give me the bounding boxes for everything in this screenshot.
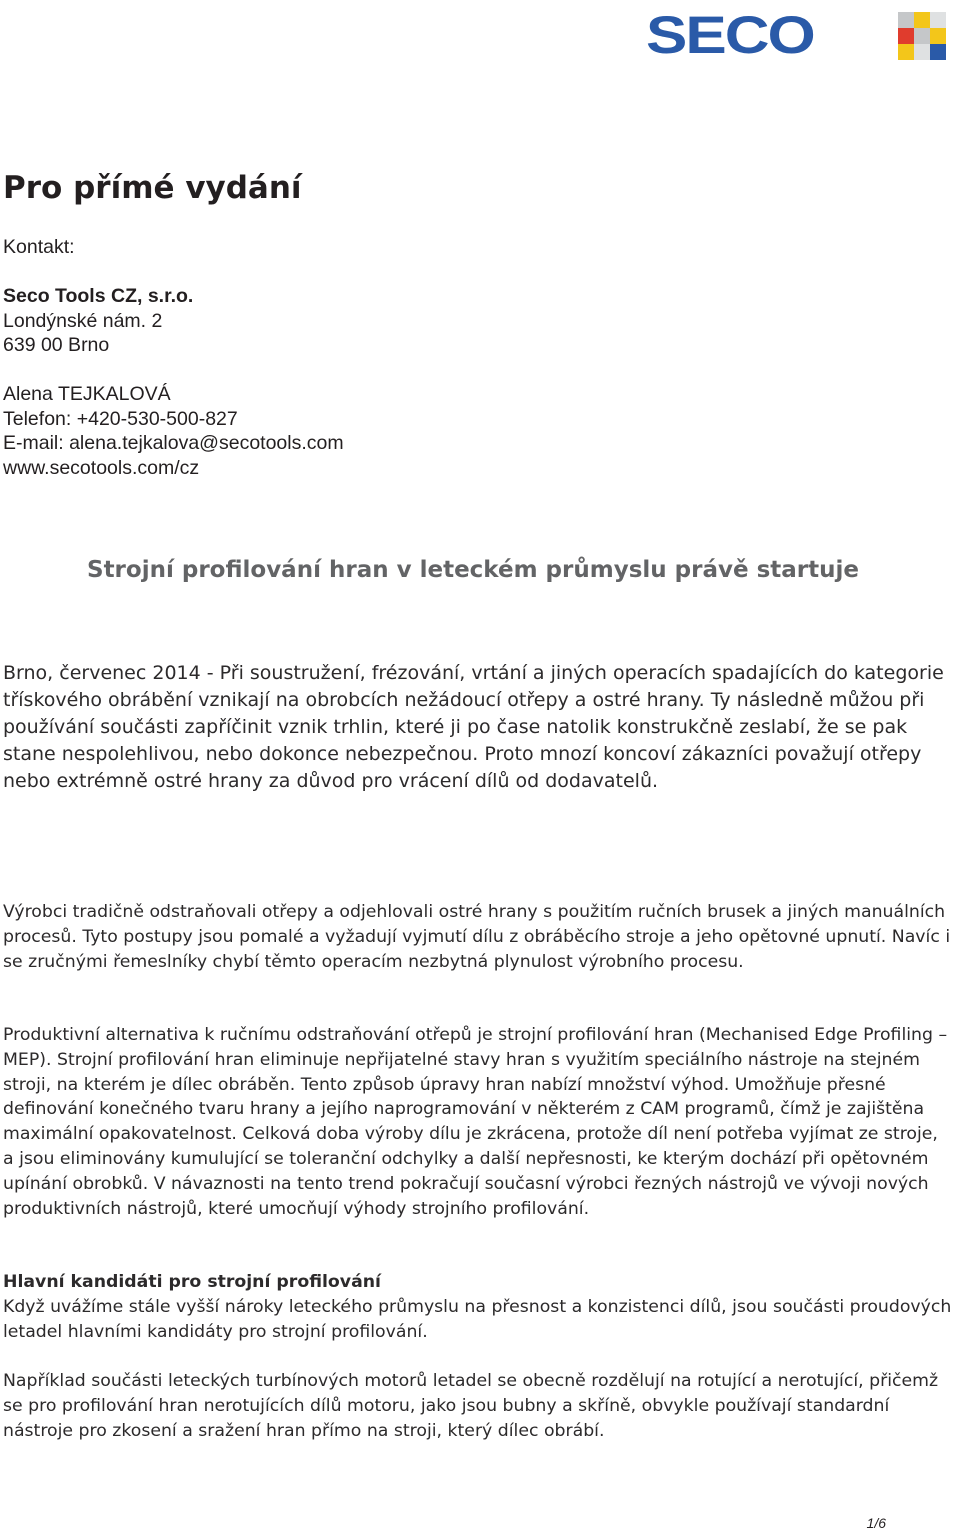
- paragraph-4: Když uvážíme stále vyšší nároky leteckého průmyslu na přesnost a konzistenci dílů, jsou součásti proudových letadel hlavními kandidáty pro strojní profilování.: [3, 1296, 952, 1342]
- logo-color-squares: [898, 12, 946, 60]
- spacer: [3, 358, 344, 383]
- contact-email[interactable]: E-mail: alena.tejkalova@secotools.com: [3, 432, 344, 454]
- logo-square-yellow-3: [898, 44, 914, 60]
- seco-logo-text: SECO: [646, 5, 814, 66]
- section-subheading: Hlavní kandidáti pro strojní profilování: [3, 1272, 381, 1292]
- logo-square-grey-1: [898, 12, 914, 28]
- paragraph-3: Produktivní alternativa k ručnímu odstraňování otřepů je strojní profilování hran (Mechanised Edge Profiling – MEP). Strojní profilování hran eliminuje nepřijatelné stavy hran s využitím speciálního nástroje na stejném stroji, na kterém je dílec obráběn. Tento způsob úpravy hran nabízí množství výhod. Umožňuje přesné definování konečného tvaru hrany a jejího naprogramování v některém z CAM programů, čímž je zajištěna maximální opakovatelnost. Celková doba výroby dílu je zkrácena, protože díl není potřeba vyjímat ze stroje, a jsou eliminovány kumulující se toleranční odchylky a další nepřesnosti, ke kterým dochází při opětovném upínání obrobků. V návaznosti na tento trend pokračují současní výrobci řezných nástrojů ve vývoji nových produktivních nástrojů, které umocňují výhody strojního profilování.: [3, 1025, 948, 1219]
- logo-square-red: [898, 28, 914, 44]
- contact-company: Seco Tools CZ, s.r.o.: [3, 285, 194, 307]
- logo-square-blue: [930, 44, 946, 60]
- spacer: [3, 260, 344, 285]
- page-number: 1/6: [866, 1515, 886, 1531]
- logo-square-grey-2: [914, 28, 930, 44]
- contact-website[interactable]: www.secotools.com/cz: [3, 456, 200, 479]
- paragraph-5: Například součásti leteckých turbínových motorů letadel se obecně rozdělují na rotující a nerotující, přičemž se pro profilování hran nerotujících dílů motoru, jako jsou bubny a skříně, obvykle používají standardní nástroje pro zkosení a sražení hran přímo na stroji, který dílec obrábí.: [3, 1371, 939, 1441]
- contact-block: [3, 235, 344, 480]
- paragraph-2: Výrobci tradičně odstraňovali otřepy a odjehlovali ostré hrany s použitím ručních brusek a jiných manuálních procesů. Tyto postupy jsou pomalé a vyžadují vyjmutí dílu z obráběcího stroje a jeho opětovné upnutí. Navíc i se zručnými řemeslníky chybí těmto operacím nezbytná plynulost výrobního procesu.: [3, 902, 951, 972]
- logo-square-yellow-2: [930, 28, 946, 44]
- section-main-candidates: [3, 1270, 953, 1344]
- page-title: Pro přímé vydání: [3, 170, 302, 206]
- seco-logo: [646, 5, 950, 66]
- contact-city: 639 00 Brno: [3, 334, 110, 356]
- lead-paragraph: Brno, červenec 2014 - Při soustružení, frézování, vrtání a jiných operacích spadajících do kategorie třískového obrábění vznikají na obrobcích nežádoucí otřepy a ostré hrany. Ty následně můžou při používání součásti zapříčinit vznik trhlin, které ji po čase natolik konstrukčně zeslabí, že se pak stane nespolehlivou, nebo dokonce nebezpečnou. Proto mnozí koncoví zákazníci považují otřepy nebo extrémně ostré hrany za důvod pro vrácení dílů od dodavatelů.: [3, 662, 944, 792]
- logo-square-light-1: [930, 12, 946, 28]
- article-headline: Strojní profilování hran v leteckém průmyslu právě startuje: [87, 557, 859, 583]
- logo-square-yellow-1: [914, 12, 930, 28]
- contact-person: Alena TEJKALOVÁ: [3, 383, 171, 405]
- contact-street: Londýnské nám. 2: [3, 309, 163, 332]
- logo-square-light-2: [914, 44, 930, 60]
- contact-label: Kontakt:: [3, 236, 75, 258]
- contact-phone: Telefon: +420-530-500-827: [3, 407, 238, 430]
